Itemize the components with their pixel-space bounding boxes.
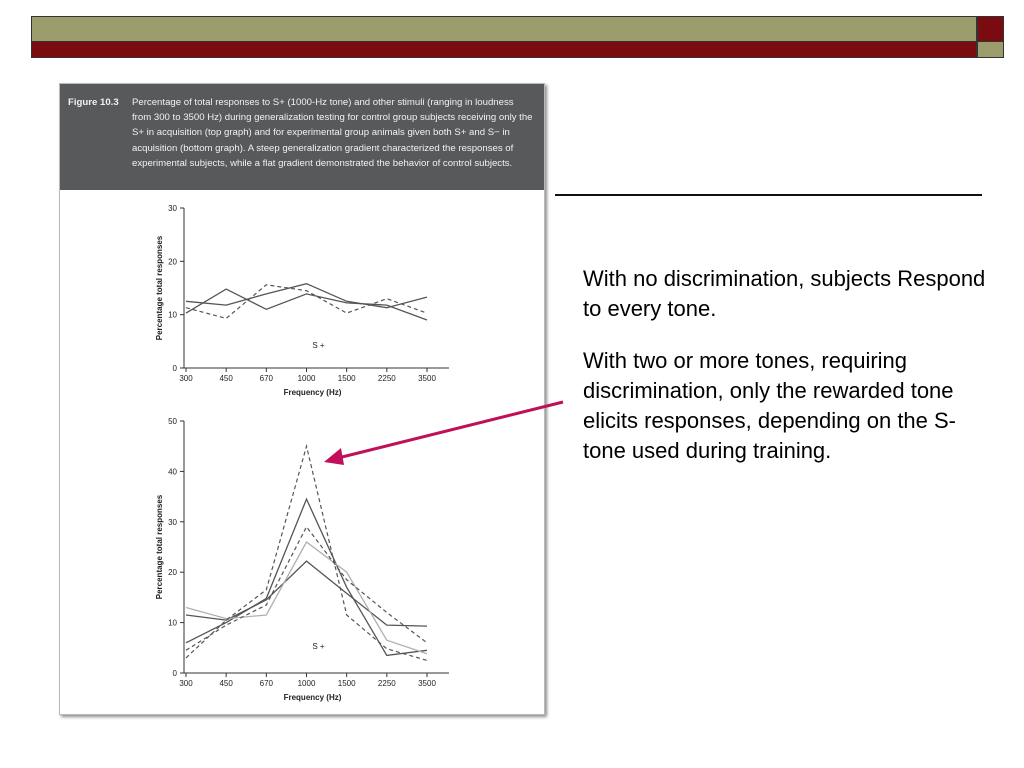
x-tick-label: 670 [259, 679, 274, 688]
y-axis-label: Percentage total responses [155, 494, 164, 600]
y-tick-label: 40 [168, 467, 177, 477]
x-tick-label: 3500 [418, 679, 436, 688]
top-generalization-chart [60, 196, 546, 416]
body-paragraph-2: With two or more tones, requiring discrimination, only the rewarded tone elicits responses, depending on the S- tone used during training. [583, 348, 957, 463]
series-line-5 [186, 527, 427, 651]
y-tick-label: 30 [168, 204, 177, 213]
x-tick-label: 1500 [337, 679, 356, 688]
figure-caption-box [60, 84, 544, 190]
series-line-1 [186, 499, 427, 655]
series-line-3 [186, 285, 427, 319]
series-line-1 [186, 284, 427, 308]
x-tick-label: 3500 [418, 374, 436, 383]
x-tick-label: 450 [219, 679, 233, 688]
x-tick-label: 2250 [377, 374, 396, 383]
y-tick-label: 0 [172, 669, 177, 678]
x-tick-label: 2250 [377, 679, 396, 688]
corner-block-olive [977, 42, 1004, 58]
series-line-3 [186, 542, 427, 654]
x-tick-label: 1000 [297, 679, 316, 688]
y-tick-label: 20 [168, 257, 177, 267]
x-tick-label: 300 [179, 374, 193, 383]
x-tick-label: 1500 [337, 374, 356, 383]
title-bar-maroon-strip [31, 42, 977, 58]
y-tick-label: 50 [168, 417, 177, 426]
title-bar-olive-strip [31, 16, 977, 42]
title-divider-line [555, 194, 982, 196]
x-tick-label: 300 [179, 679, 193, 688]
x-axis-label: Frequency (Hz) [283, 388, 342, 397]
corner-block-maroon [977, 16, 1004, 42]
y-axis-label: Percentage total responses [155, 235, 164, 341]
y-tick-label: 30 [168, 517, 177, 527]
body-paragraph-1: With no discrimination, subjects Respond to every tone. [583, 266, 986, 321]
bottom-generalization-chart [60, 409, 546, 702]
x-axis-label: Frequency (Hz) [283, 693, 342, 702]
x-tick-label: 450 [219, 374, 233, 383]
figure-image-card [59, 83, 545, 715]
splus-annotation: S + [312, 341, 325, 350]
y-tick-label: 10 [168, 310, 177, 320]
y-tick-label: 0 [172, 364, 177, 373]
figure-label: Figure 10.3 [68, 97, 119, 108]
x-tick-label: 1000 [297, 374, 316, 383]
series-line-2 [186, 561, 427, 626]
y-tick-label: 20 [168, 568, 177, 578]
slide-body-text [583, 264, 1003, 488]
figure-caption-text: Percentage of total responses to S+ (1000-Hz tone) and other stimuli (ranging in loudness from 300 to 3500 Hz) during generalization testing for control group subjects receiving only the S+ in acquisition (top graph) and for experimental group animals given both S+ and S− in acquisition (bottom graph). A steep generalization gradient characterized the responses of experimental subjects, while a flat gradient demonstrated the behavior of control subjects. [132, 97, 533, 169]
splus-annotation: S + [312, 642, 325, 651]
y-tick-label: 10 [168, 618, 177, 628]
x-tick-label: 670 [259, 374, 274, 383]
